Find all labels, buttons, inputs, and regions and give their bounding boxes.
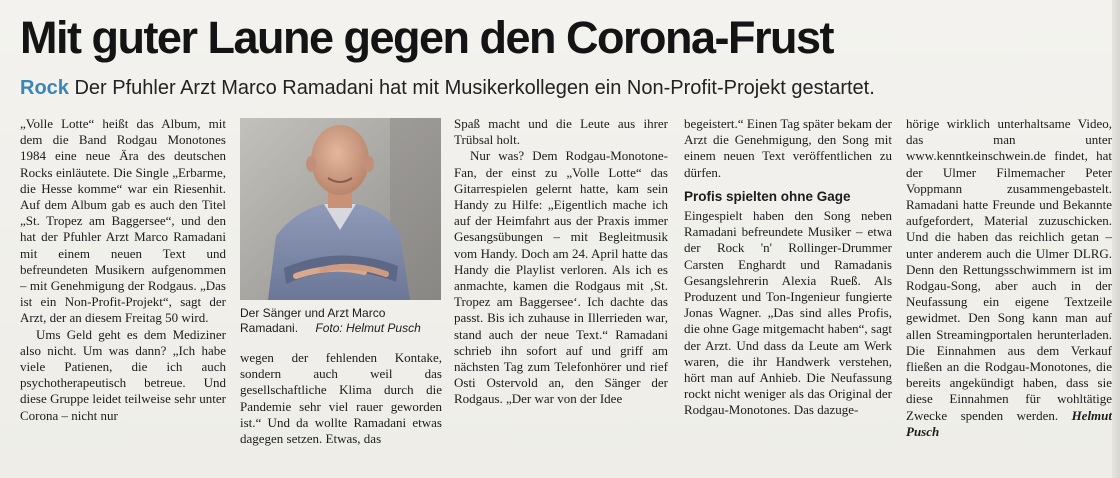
- caption-text: Der Sänger und Arzt Marco Ramadani.: [240, 306, 386, 335]
- kicker: Rock: [20, 77, 69, 99]
- column-1: [20, 116, 226, 424]
- portrait-photo-icon: [240, 118, 441, 300]
- paragraph: Nur was? Dem Rodgau-Monotone-Fan, der einst zu „Volle Lotte“ das Gitarrespielen gelernt hatte, kam sein Handy zu Hilfe: „Eigentlich mache ich auf der Heimfahrt aus der Praxis immer Gesangsübungen – mit Begleitmusik vom Handy. Doch am 24. April hatte das Handy die Playlist verloren. Als ich es anmachte, kamen die Rodgaus mit ‚St. Tropez am Baggersee‘. Ich dachte das passt. Bis ich zuhause in Illerrieden war, stand auch der neue Text.“ Ramadani schrieb ihn sofort auf und griff am nächsten Tag zum Telefonhörer und rief Osti Ostervold an, den Sänger der Rodgaus. „Der war von der Idee: [454, 148, 668, 407]
- paragraph: Eingespielt haben den Song neben Ramadani befreundete Musiker – etwa der Rock 'n' Rollinger-Drummer Carsten Enghardt und Ramadanis Gesangslehrerin Alexia Rueß. Als Produzent und Ton-Ingenieur fungierte Jonas Wagner. „Das sind alles Profis, die ohne Gage mitgemacht haben“, sagt der Arzt. Und dass da Leute am Werk waren, die ihr Handwerk verstehen, hört man auf Anhieb. Die Neufassung rockt nicht weniger als das Original der Rodgau-Monotones. Das dazuge-: [684, 208, 892, 418]
- column-4: [684, 116, 892, 419]
- page-edge: [1112, 0, 1120, 478]
- section-subtitle: Profis spielten ohne Gage: [684, 188, 851, 204]
- column-5: [906, 116, 1112, 440]
- column-3: [454, 116, 668, 408]
- column-2: [240, 350, 442, 447]
- headline: Mit guter Laune gegen den Corona-Frust: [20, 12, 834, 63]
- portrait-photo: [240, 118, 441, 300]
- photo-caption: [240, 306, 444, 336]
- photo-credit: Foto: Helmut Pusch: [315, 321, 421, 335]
- subheadline: [20, 74, 875, 102]
- paragraph-text: hörige wirklich unterhaltsame Video, das man unter www.kenntkeinschwein.de findet, hat der Ulmer Filmemacher Peter Voppmann zusammengebastelt. Ramadani hatte Freunde und Bekannte aufgefordert, Material zuzuschicken. Und die haben das reichlich getan – unter anderem auch die Ulmer DLRG. Denn den Rettungsschwimmern ist im Rodgau-Song, aber auch in der Neufassung ein eigene Textzeile gewidmet. Den Song kann man auf allen Streamingportalen herunterladen. Die Einnahmen aus dem Verkauf fließen an die Rodgau-Monotones, die bereits angekündigt haben, dass sie diese Einnahmen für wohltätige Zwecke spenden werden.: [906, 116, 1112, 423]
- paragraph: [906, 116, 1112, 440]
- paragraph: „Volle Lotte“ heißt das Album, mit dem die Band Rodgau Monotones 1984 eine neue Ära des deutschen Rocks einläutete. Die Single „Erbarme, die Hesse komme“ war ein Riesenhit. Auf dem Album gab es auch den Titel „St. Tropez am Baggersee“, und den hat der Pfuhler Arzt Marco Ramadani mit einem neuen Text und befreundeten Musikern aufgenommen – mit Genehmigung der Rodgaus. „Das ist ein Non-Profit-Projekt“, sagt der Arzt, der an diesem Freitag 50 wird.: [20, 116, 226, 326]
- author-signature: Helmut Pusch: [906, 407, 1113, 439]
- paragraph: wegen der fehlenden Kontake, sondern auch weil das gesellschaftliche Klima durch die Pandemie sehr viel rauer geworden ist.“ Und da wollte Ramadani etwas dagegen setzen. Etwas, das: [240, 350, 442, 447]
- subheadline-text: Der Pfuhler Arzt Marco Ramadani hat mit Musikerkollegen ein Non-Profit-Projekt gestartet.: [74, 77, 875, 99]
- paragraph: Spaß macht und die Leute aus ihrer Trübsal holt.: [454, 116, 668, 148]
- paragraph: Ums Geld geht es dem Mediziner also nicht. Um was dann? „Ich habe viele Patienen, die ich auch psychotherapeutisch betreue. Und diese Gruppe leidet teilweise sehr unter Corona – nicht nur: [20, 326, 226, 423]
- paragraph: begeistert.“ Einen Tag später bekam der Arzt die Genehmigung, den Song mit einem neuen Text veröffentlichen zu dürfen.: [684, 116, 892, 180]
